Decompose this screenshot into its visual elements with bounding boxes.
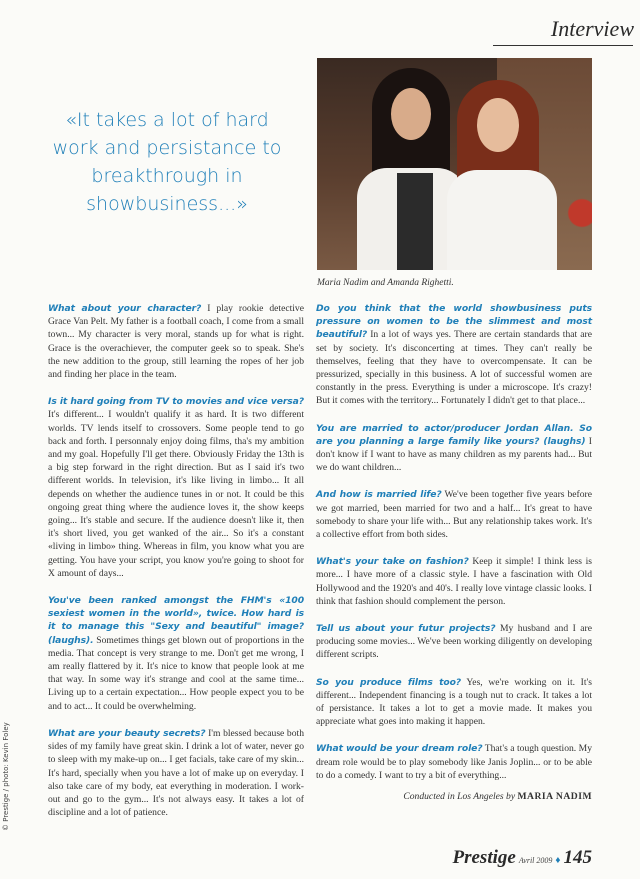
- magazine-name: Prestige: [452, 847, 516, 868]
- question: What about your character?: [48, 303, 202, 314]
- qa-item: [316, 742, 592, 782]
- question: Tell us about your futur projects?: [316, 623, 496, 635]
- qa-item: [48, 302, 304, 381]
- page-number: 145: [563, 847, 592, 868]
- qa-item: [48, 727, 304, 819]
- answer: I play rookie detective Grace Van Pelt. My father is a football coach, I come from a small town... My character is very moral, stands up for what is right. Grace is the overachiever, the computer geek so to speak. She's the new addition to the group, still learning the ropes of her job and finding her place in the team.: [48, 303, 304, 381]
- question: And how is married life?: [316, 489, 442, 501]
- answer: My husband and I are producing some movies... We've been working diligently on developing different scripts.: [316, 623, 592, 661]
- interview-photo: [317, 58, 592, 270]
- question: You are married to actor/producer Jordan Allan. So are you planning a large family like yours? (laughs): [316, 422, 592, 447]
- answer: I'm blessed because both sides of my family have great skin. I drink a lot of water, never go to sleep with my make-up on... I get facials, take care of my skin... It's hard, specially when you have a lot of make up on everyday. I also take care of my body, eat everything in moderation. I work-out and go to the gym... It's not always easy. It takes a lot of discipline and a lot of patience.: [48, 727, 304, 819]
- qa-item: [316, 555, 592, 608]
- answer: That's a tough question. My dream role would be to play somebody like Janis Joplin... or to be able to do a comedy. I want to try a bit of everything...: [316, 743, 592, 781]
- signoff: [316, 790, 592, 803]
- question: What's your take on fashion?: [316, 556, 469, 568]
- issue-date: Avril 2009: [518, 856, 553, 865]
- section-title: Interview: [550, 16, 634, 41]
- qa-item: [48, 395, 304, 580]
- question: What are your beauty secrets?: [48, 727, 206, 739]
- answer: In a lot of ways yes. There are certain standards that are set by society. It's disconcerting at times. They can't really be themselves, feeling that they have to overcompensate. It can be pressurized, specially in this business. A lot of successful women are constantly in the press. Everything is under a microscope. It's crazy! But it comes with the territory... Fortunately I didn't get to that place...: [316, 329, 592, 407]
- signoff-prefix: Conducted in Los Angeles by: [403, 791, 518, 803]
- question: Is it hard going from TV to movies and vice versa?: [48, 396, 304, 408]
- photo-caption: Maria Nadim and Amanda Righetti.: [317, 278, 454, 288]
- right-column: [316, 302, 592, 803]
- qa-item: [316, 422, 592, 475]
- diamond-icon: ♦: [555, 855, 561, 866]
- person-left-face: [391, 88, 431, 140]
- signoff-author: MARIA NADIM: [517, 791, 592, 803]
- answer: Sometimes things get blown out of proportions in the media. That concept is very strange to me. Don't get me wrong, I am really flattered by it. It's nice to know that people look at me that way. In some way it's strange and cool at the same time... Living up to a certain expectation... How people expect you to be and to act... It could be overwhelming.: [48, 634, 304, 712]
- person-right-body: [447, 170, 557, 270]
- photo-credit: © Prestige / photo: Kevin Foley: [2, 722, 10, 831]
- qa-item: [316, 622, 592, 662]
- qa-item: [316, 488, 592, 541]
- answer: It's different... I wouldn't qualify it as hard. It is two different worlds. TV lends itself to crossovers. Some people tend to go back and forth. I personnaly enjoy doing films, tha's my ambition and my goal. Hopefully I'll get there. Obviously Friday the 13th is a big step forward in the right direction. But as I said it's two different worlds. In television, it's like living in limbo... It all depends on whether the audience tunes in or not. It could be this ongoing great thing where the audience loves it, the show keeps going... It's stable and secure. If the audience doesn't like it, then it's short lived, you get wanked of the air... So it's a constant «living in limbo» thing. Whereas in film, you know what you are getting. You have your script, you know you're going to shoot for X amount of days...: [48, 409, 304, 579]
- page-footer: [453, 847, 593, 869]
- photo-flowers: [567, 188, 592, 238]
- pull-quote: «It takes a lot of hard work and persistance to breakthrough in showbusiness...»: [52, 109, 282, 215]
- qa-item: [316, 676, 592, 729]
- answer: Yes, we're working on it. It's different... Independent financing is a tough nut to crack. It takes a lot of persistance. It takes a lot to get a movie made. It makes you appreciate what goes into making it happen.: [316, 676, 592, 728]
- answer: We've been together five years before we got married, been married for two and a half... It's great to have somebody to share your life with... But any relationship takes work. It's a collective effort from both sides.: [316, 489, 592, 541]
- header-rule: [493, 45, 633, 46]
- person-left-vest: [397, 173, 433, 270]
- answer: Keep it simple! I think less is more... I have more of a classic style. I have a fascination with Old Hollywood and the 1920's and 40's. I really love vintage classic looks. I think that fashion should complement the person.: [316, 556, 592, 607]
- left-column: [48, 302, 304, 833]
- qa-item: [316, 302, 592, 408]
- answer: I don't know if I want to have as many children as my parents had... But we do want children...: [316, 435, 592, 474]
- question: Do you think that the world showbusiness puts pressure on women to be the slimmest and most beautiful?: [316, 303, 592, 341]
- qa-item: [48, 594, 304, 713]
- question: What would be your dream role?: [316, 743, 483, 755]
- person-right-face: [477, 98, 519, 152]
- question: You've been ranked amongst the FHM's «100 sexiest women in the world», twice. How hard is it to manage this "Sexy and beautiful" image? (laughs).: [48, 595, 304, 646]
- question: So you produce films too?: [316, 676, 462, 688]
